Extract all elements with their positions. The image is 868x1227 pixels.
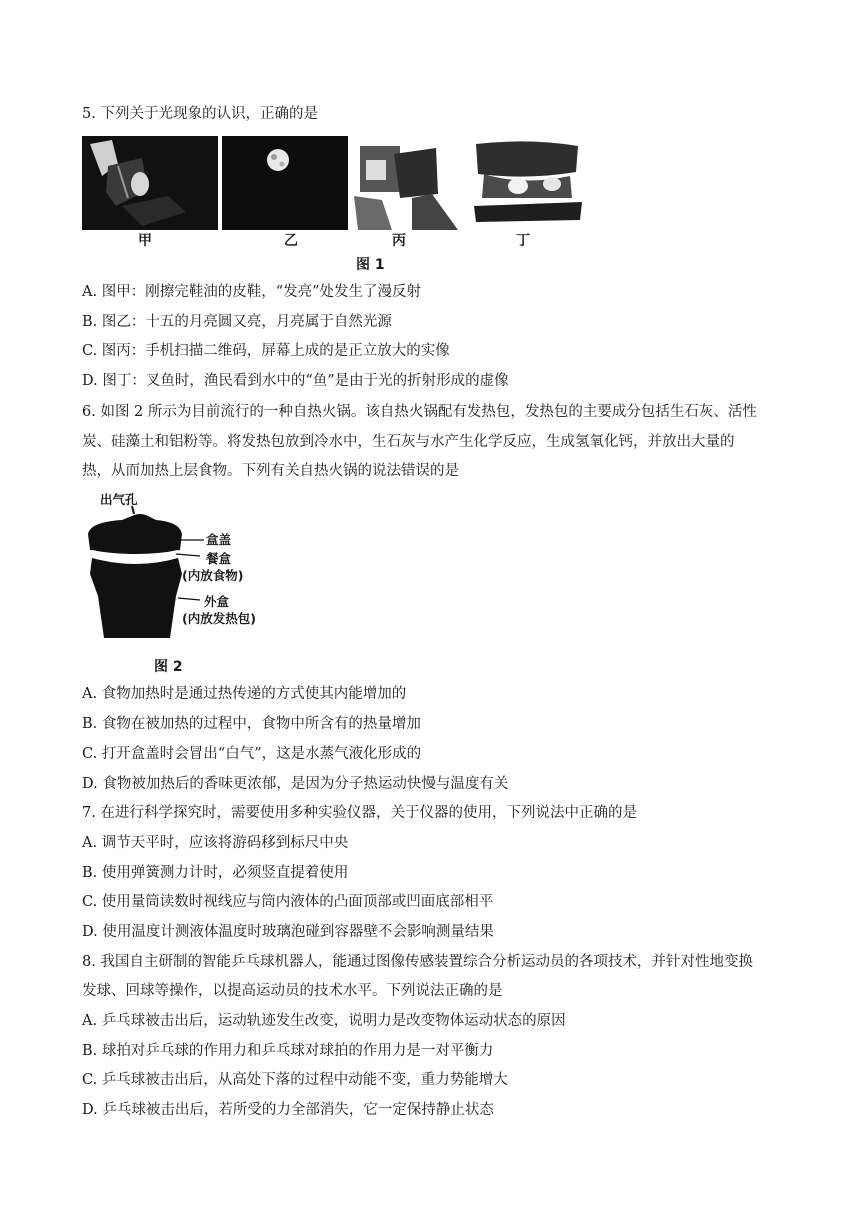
q8-option-c: C. 乒乓球被击出后，从高处下落的过程中动能不变，重力势能增大 xyxy=(82,1072,508,1088)
q8-stem-line-1: 8. 我国自主研制的智能乒乓球机器人，能通过图像传感装置综合分析运动员的各项技术，并针对性地变换 xyxy=(82,954,753,970)
figure-1-label-jia: 甲 xyxy=(138,233,152,249)
q5-option-c: C. 图丙：手机扫描二维码，屏幕上成的是正立放大的实像 xyxy=(82,343,450,359)
figure-2 xyxy=(82,490,282,650)
figure-2-caption: 图 2 xyxy=(154,659,183,675)
q6-option-b: B. 食物在被加热的过程中，食物中所含有的热量增加 xyxy=(82,716,421,732)
figure-2-label-vent: 出气孔 xyxy=(100,492,138,507)
q5-stem: 5. 下列关于光现象的认识，正确的是 xyxy=(82,106,318,122)
q7-option-d: D. 使用温度计测液体温度时玻璃泡碰到容器壁不会影响测量结果 xyxy=(82,924,494,940)
q7-stem: 7. 在进行科学探究时，需要使用多种实验仪器，关于仪器的使用，下列说法中正确的是 xyxy=(82,805,637,821)
q7-option-b: B. 使用弹簧测力计时，必须竖直提着使用 xyxy=(82,865,349,881)
q6-option-d: D. 食物被加热后的香味更浓郁，是因为分子热运动快慢与温度有关 xyxy=(82,776,509,792)
photo-jia xyxy=(82,136,218,230)
figure-1-label-yi: 乙 xyxy=(284,233,298,249)
q5-option-b: B. 图乙：十五的月亮圆又亮，月亮属于自然光源 xyxy=(82,314,392,330)
q6-option-a: A. 食物加热时是通过热传递的方式使其内能增加的 xyxy=(82,686,407,702)
figure-2-label-heater-note: (内放发热包) xyxy=(182,611,256,626)
q5-option-d: D. 图丁：叉鱼时，渔民看到水中的“鱼”是由于光的折射形成的虚像 xyxy=(82,373,509,389)
figure-2-label-outer-box: 外盒 xyxy=(204,594,230,609)
figure-1-label-ding: 丁 xyxy=(516,233,530,249)
q5-option-a: A. 图甲：刚擦完鞋油的皮鞋，“发亮”处发生了漫反射 xyxy=(82,284,422,300)
figure-2-label-lid: 盒盖 xyxy=(206,532,232,547)
q6-stem-line-3: 热，从而加热上层食物。下列有关自热火锅的说法错误的是 xyxy=(82,463,459,479)
figure-1-photos xyxy=(82,136,582,232)
q8-option-d: D. 乒乓球被击出后，若所受的力全部消失，它一定保持静止状态 xyxy=(82,1102,494,1118)
q6-option-c: C. 打开盒盖时会冒出“白气”，这是水蒸气液化形成的 xyxy=(82,746,422,762)
photo-bing xyxy=(352,136,466,230)
q7-option-c: C. 使用量筒读数时视线应与筒内液体的凸面顶部或凹面底部相平 xyxy=(82,894,494,910)
figure-1-label-bing: 丙 xyxy=(392,233,406,249)
photo-ding xyxy=(472,136,582,230)
figure-1 xyxy=(82,136,582,249)
q8-stem-line-2: 发球、回球等操作，以提高运动员的技术水平。下列说法正确的是 xyxy=(82,983,503,999)
q8-option-a: A. 乒乓球被击出后，运动轨迹发生改变，说明力是改变物体运动状态的原因 xyxy=(82,1013,566,1029)
q6-stem-line-2: 炭、硅藻土和铝粉等。将发热包放到冷水中，生石灰与水产生化学反应，生成氢氧化钙，并放出大量的 xyxy=(82,434,735,450)
figure-2-label-food-note: (内放食物) xyxy=(182,568,244,583)
figure-2-label-food-box: 餐盒 xyxy=(206,551,232,566)
q8-option-b: B. 球拍对乒乓球的作用力和乒乓球对球拍的作用力是一对平衡力 xyxy=(82,1043,494,1059)
q7-option-a: A. 调节天平时，应该将游码移到标尺中央 xyxy=(82,835,349,851)
figure-1-caption: 图 1 xyxy=(356,257,385,273)
photo-yi xyxy=(222,136,348,230)
q6-stem-line-1: 6. 如图 2 所示为目前流行的一种自热火锅。该自热火锅配有发热包，发热包的主要成分包括生石灰、活性 xyxy=(82,404,757,420)
